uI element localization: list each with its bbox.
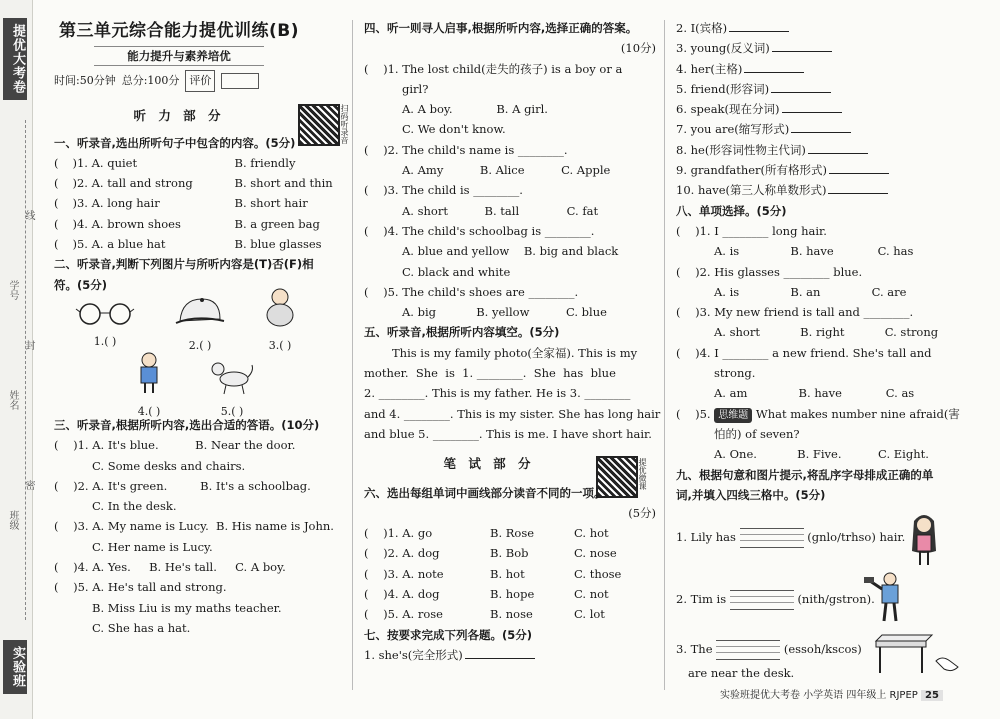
section-8-title: 八、单项选择。(5分) <box>676 203 787 218</box>
list-item: ( )3. The child is ________. <box>364 183 523 198</box>
answer-blank[interactable] <box>771 80 831 93</box>
passage-line: and 4. ________. This is my sister. She has long hair <box>364 406 661 421</box>
four-line-grid[interactable] <box>730 590 794 610</box>
list-item: A. big B. yellow C. blue <box>402 305 607 320</box>
passage-line: 2. ________. This is my father. He is 3. ________ <box>364 386 631 401</box>
chubby-boy-icon <box>260 287 300 329</box>
list-item: A. One. B. Five. C. Eight. <box>714 447 929 462</box>
section-2-title: 二、听录音,判断下列图片与所听内容是(T)否(F)相 <box>54 257 314 272</box>
list-item: 5. friend(形容词) <box>676 79 968 99</box>
section-9-title-cont: 词,并填入四线三格中。(5分) <box>676 487 826 502</box>
list-item: ( )3. A. long hair B. short hair <box>54 196 308 211</box>
answer-blank[interactable] <box>791 120 851 133</box>
picture-label-2: 2.( ) <box>188 339 212 353</box>
list-item: 6. speak(现在分词) <box>676 99 968 119</box>
seal-mark-2: 封 <box>23 340 34 350</box>
answer-blank[interactable] <box>729 19 789 32</box>
list-item: A. Amy B. Alice C. Apple <box>402 163 611 178</box>
page-title: 第三单元综合能力提优训练(B) <box>59 21 299 41</box>
picture-label-3: 3.( ) <box>268 339 292 353</box>
answer-blank[interactable] <box>782 100 842 113</box>
picture-label-5: 5.( ) <box>220 405 244 419</box>
column-1 <box>54 18 349 638</box>
list-item: ( )2. A. tall and strong B. short and thin <box>54 176 333 191</box>
answer-blank[interactable] <box>772 39 832 52</box>
list-item: A. am B. have C. as <box>714 386 915 401</box>
list-item: ( )2. His glasses ________ blue. <box>676 264 863 279</box>
total-score: 总分:100分 <box>121 74 180 87</box>
class-label: 班级 <box>7 510 18 530</box>
list-item: 10. have(第三人称单数形式) <box>676 180 968 200</box>
section-3-title: 三、听录音,根据所听内容,选出合适的答语。(10分) <box>54 417 320 432</box>
passage-line: mother. She is 1. ________. She has blue <box>364 366 616 381</box>
section-7-title: 七、按要求完成下列各题。(5分) <box>364 627 533 642</box>
list-item: C. In the desk. <box>92 499 177 514</box>
qr-caption: 扫码听录音 <box>340 104 349 144</box>
binding-spine <box>0 0 33 719</box>
answer-blank[interactable] <box>808 141 868 154</box>
list-item: C. We don't know. <box>402 122 506 137</box>
list-item: B. Miss Liu is my maths teacher. <box>92 600 282 615</box>
list-item: ( )4. A. dog B. hope C. not <box>364 587 609 602</box>
dog-picture <box>208 357 256 423</box>
list-item: ( )2. The child's name is ________. <box>364 142 568 157</box>
list-item: ( )5. The child's shoes are ________. <box>364 284 579 299</box>
section-5-title: 五、听录音,根据所听内容填空。(5分) <box>364 325 560 340</box>
spine-tab-top: 提优大考卷 <box>3 18 27 100</box>
passage-line: and blue 5. ________. This is me. I have short hair. <box>364 426 652 441</box>
list-item: A. short B. right C. strong <box>714 325 939 340</box>
list-item: ( )5. A. a blue hat B. blue glasses <box>54 237 322 252</box>
answer-blank[interactable] <box>744 60 804 73</box>
student-id-label: 学号 <box>7 280 18 300</box>
list-item: C. She has a hat. <box>92 620 191 635</box>
section-2-pictures <box>54 295 346 419</box>
answer-blank[interactable] <box>829 161 889 174</box>
listening-section-title: 听 力 部 分 <box>133 108 225 124</box>
list-item: 4. her(主格) <box>676 59 968 79</box>
list-item: ( )3. My new friend is tall and ________. <box>676 305 914 320</box>
column-divider-1 <box>352 20 353 690</box>
list-item: 2. I(宾格) <box>676 18 968 38</box>
column-divider-2 <box>664 20 665 690</box>
grade-box[interactable] <box>221 73 259 89</box>
page-number: 25 <box>921 690 943 701</box>
cut-line <box>25 120 26 620</box>
section-6-points: (5分) <box>628 505 656 520</box>
cap-icon <box>172 295 228 329</box>
list-item: 1. Lily has (gnlo/trhso) hair. <box>676 527 905 548</box>
name-label: 姓名 <box>7 390 18 410</box>
list-item: ( )4. A. Yes. B. He's tall. C. A boy. <box>54 560 286 575</box>
list-item: 3. young(反义词) <box>676 38 968 58</box>
seal-mark-1: 线 <box>23 210 34 220</box>
child-icon <box>134 351 164 395</box>
list-item: ( )2. A. It's green. B. It's a schoolbag. <box>54 478 311 493</box>
four-line-grid[interactable] <box>740 528 804 548</box>
section-1-items <box>54 153 346 254</box>
glasses-icon <box>74 301 136 325</box>
desk-and-socks-icon <box>872 631 962 677</box>
list-item: ( )1. A. go B. Rose C. hot <box>364 526 609 541</box>
list-item: C. Some desks and chairs. <box>92 458 246 473</box>
list-item: ( )2. A. dog B. Bob C. nose <box>364 546 617 561</box>
list-item: ( )1. The lost child(走失的孩子) is a boy or a <box>364 61 623 76</box>
answer-blank[interactable] <box>828 181 888 194</box>
list-item: A. A boy. B. A girl. <box>402 102 548 117</box>
spine-tab-bottom: 实验班 <box>3 640 27 694</box>
time-limit: 时间:50分钟 <box>54 74 116 87</box>
list-item: 7. you are(缩写形式) <box>676 119 968 139</box>
section-1-title: 一、听录音,选出所听句子中包含的内容。(5分) <box>54 135 296 150</box>
list-item: A. is B. have C. has <box>714 244 914 259</box>
child-picture <box>134 351 164 423</box>
list-item: 9. grandfather(所有格形式) <box>676 160 968 180</box>
section-4-points: (10分) <box>620 41 656 56</box>
passage-line: This is my family photo(全家福). This is my <box>392 345 638 360</box>
list-item: ( )3. A. note B. hot C. those <box>364 566 622 581</box>
picture-label-4: 4.( ) <box>137 405 161 419</box>
column-3 <box>676 18 968 681</box>
exam-meta <box>54 70 346 92</box>
column-2 <box>364 18 661 665</box>
section-2-title-cont: 符。(5分) <box>54 277 108 292</box>
page-subtitle: 能力提升与素养培优 <box>94 46 264 66</box>
list-item: 怕的) of seven? <box>714 426 800 441</box>
girl-long-hair-icon <box>906 511 942 567</box>
section-9-title: 九、根据句意和图片提示,将乱序字母排成正确的单 <box>676 467 934 482</box>
list-item: C. Her name is Lucy. <box>92 539 213 554</box>
boy-picture <box>260 287 300 357</box>
list-item: 2. Tim is (nith/gstron). <box>676 589 875 610</box>
list-item: A. short B. tall C. fat <box>402 203 599 218</box>
grade-label: 评价 <box>185 70 215 92</box>
section-4-title: 四、听一则寻人启事,根据所听内容,选择正确的答案。 <box>364 21 638 35</box>
list-item: strong. <box>714 366 756 381</box>
answer-blank[interactable] <box>465 646 535 659</box>
glasses-picture <box>74 301 136 353</box>
list-item: ( )1. I ________ long hair. <box>676 223 827 238</box>
list-item: ( )5. 思维题 What makes number nine afraid(害 <box>676 406 960 421</box>
picture-label-1: 1.( ) <box>93 335 117 349</box>
list-item: girl? <box>402 81 429 96</box>
thinking-tag: 思维题 <box>714 408 752 423</box>
list-item: ( )5. A. rose B. nose C. lot <box>364 607 605 622</box>
list-item: ( )3. A. My name is Lucy. B. His name is John. <box>54 519 334 534</box>
list-item: A. is B. an C. are <box>714 284 907 299</box>
strong-man-icon <box>864 571 914 625</box>
list-item: 1. she's(完全形式) <box>364 645 656 665</box>
list-item: A. blue and yellow B. big and black <box>402 244 619 259</box>
list-item: ( )1. A. quiet B. friendly <box>54 155 296 170</box>
section-6-title: 六、选出每组单词中画线部分读音不同的一项。 <box>364 485 606 500</box>
footer-text: 实验班提优大考卷 小学英语 四年级上 RJPEP <box>720 690 918 701</box>
writing-qr-caption: 提优微课 <box>638 458 647 490</box>
list-item: 8. he(形容词性物主代词) <box>676 140 968 160</box>
page-footer <box>720 686 943 701</box>
list-item: are near the desk. <box>688 666 795 681</box>
list-item: C. black and white <box>402 264 511 279</box>
cap-picture <box>172 295 228 357</box>
writing-section-title: 笔 试 部 分 <box>443 456 535 472</box>
list-item: 3. The (essoh/kscos) <box>676 639 862 660</box>
list-item: ( )1. A. It's blue. B. Near the door. <box>54 438 296 453</box>
four-line-grid[interactable] <box>716 640 780 660</box>
list-item: ( )4. A. brown shoes B. a green bag <box>54 216 320 231</box>
section-9-items <box>676 505 968 681</box>
dog-icon <box>208 357 256 395</box>
list-item: ( )4. The child's schoolbag is ________. <box>364 223 595 238</box>
list-item: ( )4. I ________ a new friend. She's tall and <box>676 345 932 360</box>
list-item: ( )5. A. He's tall and strong. <box>54 580 227 595</box>
seal-mark-3: 密 <box>23 480 34 490</box>
